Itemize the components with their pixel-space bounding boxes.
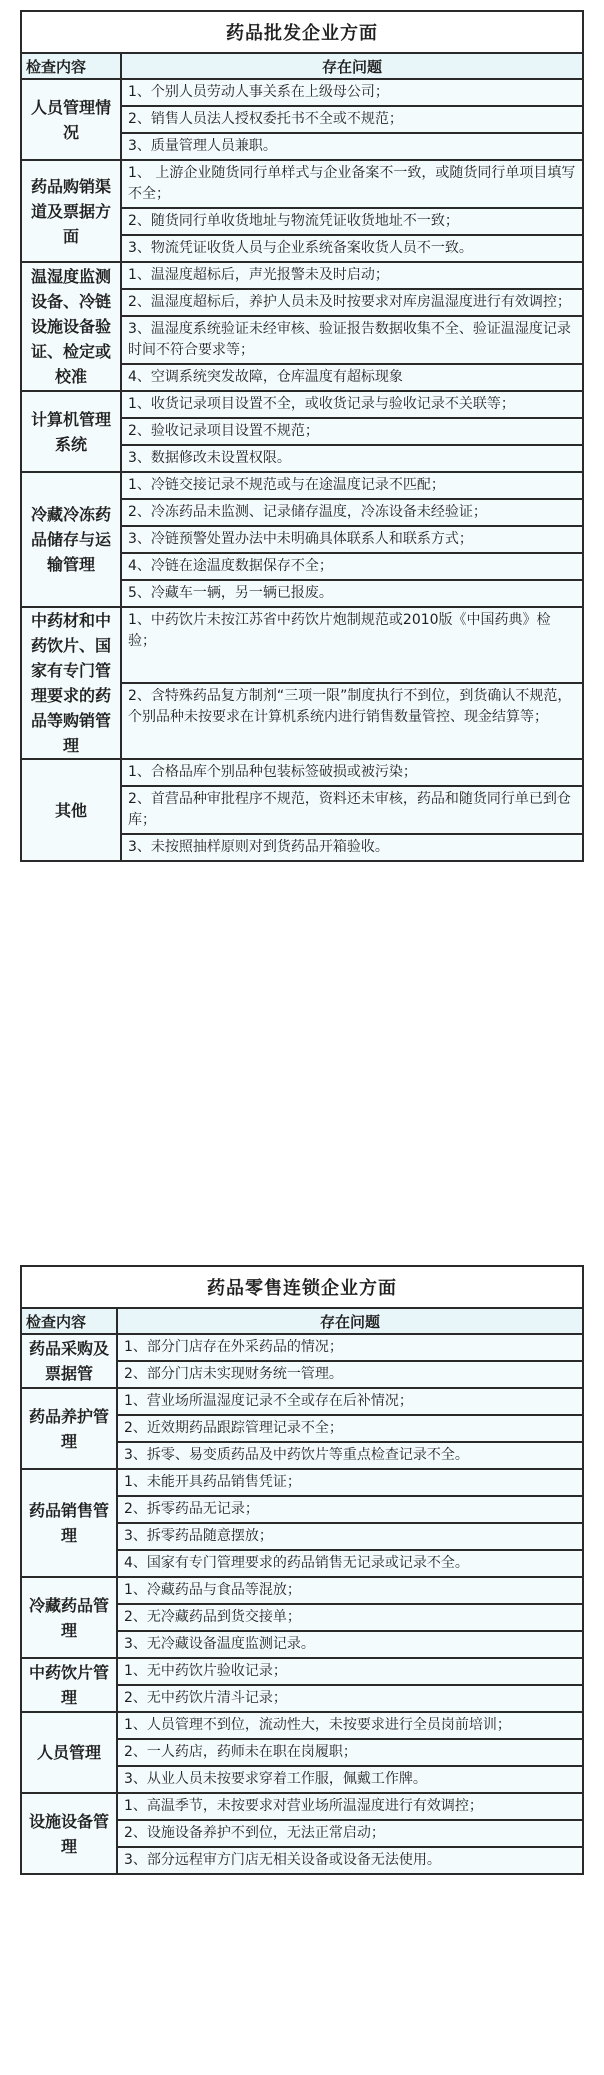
issue-cell: 3、拆零药品随意摆放； <box>117 1523 583 1550</box>
category-cell: 计算机管理系统 <box>21 391 121 472</box>
table-row <box>21 607 583 683</box>
issue-cell: 1、未能开具药品销售凭证； <box>117 1469 583 1496</box>
category-cell: 药品采购及票据管 <box>21 1334 117 1388</box>
column-header-category: 检查内容 <box>21 53 121 79</box>
table-row <box>21 1658 583 1685</box>
issue-cell: 1、冷藏药品与食品等混放； <box>117 1577 583 1604</box>
category-cell: 冷藏冷冻药品储存与运输管理 <box>21 472 121 607</box>
issue-cell: 2、验收记录项目设置不规范； <box>121 418 583 445</box>
category-cell: 设施设备管理 <box>21 1793 117 1874</box>
table-row <box>21 1334 583 1361</box>
table-row <box>21 79 583 106</box>
issue-cell: 3、冷链预警处置办法中未明确具体联系人和联系方式； <box>121 526 583 553</box>
issue-cell: 5、冷藏车一辆，另一辆已报废。 <box>121 580 583 607</box>
issue-cell: 3、拆零、易变质药品及中药饮片等重点检查记录不全。 <box>117 1442 583 1469</box>
issue-cell: 1、温湿度超标后，声光报警未及时启动； <box>121 262 583 289</box>
issue-cell: 3、从业人员未按要求穿着工作服，佩戴工作牌。 <box>117 1766 583 1793</box>
issue-cell: 2、近效期药品跟踪管理记录不全； <box>117 1415 583 1442</box>
table-row <box>21 472 583 499</box>
category-cell: 中药材和中药饮片、国家有专门管理要求的药品等购销管理 <box>21 607 121 759</box>
category-cell: 冷藏药品管理 <box>21 1577 117 1658</box>
table-row <box>21 1712 583 1739</box>
table-row <box>21 262 583 289</box>
issue-cell: 1、个别人员劳动人事关系在上级母公司； <box>121 79 583 106</box>
table-row <box>21 1469 583 1496</box>
table-row <box>21 160 583 208</box>
category-cell: 药品销售管理 <box>21 1469 117 1577</box>
issue-cell: 1、合格品库个别品种包装标签破损或被污染； <box>121 759 583 786</box>
issue-cell: 2、随货同行单收货地址与物流凭证收货地址不一致； <box>121 208 583 235</box>
issue-cell: 1、无中药饮片验收记录； <box>117 1658 583 1685</box>
category-cell: 人员管理 <box>21 1712 117 1793</box>
issue-cell: 4、国家有专门管理要求的药品销售无记录或记录不全。 <box>117 1550 583 1577</box>
wholesale-title: 药品批发企业方面 <box>21 11 583 53</box>
issue-cell: 3、部分远程审方门店无相关设备或设备无法使用。 <box>117 1847 583 1874</box>
retail-table-block <box>20 1265 584 1875</box>
issue-cell: 2、销售人员法人授权委托书不全或不规范； <box>121 106 583 133</box>
column-header-category: 检查内容 <box>21 1308 117 1334</box>
issue-cell: 3、质量管理人员兼职。 <box>121 133 583 160</box>
issue-cell: 3、温湿度系统验证未经审核、验证报告数据收集不全、验证温湿度记录时间不符合要求等； <box>121 316 583 364</box>
issue-cell: 2、温湿度超标后，养护人员未及时按要求对库房温湿度进行有效调控； <box>121 289 583 316</box>
issue-cell: 1、冷链交接记录不规范或与在途温度记录不匹配； <box>121 472 583 499</box>
issue-cell: 2、冷冻药品未监测、记录储存温度，冷冻设备未经验证； <box>121 499 583 526</box>
retail-title: 药品零售连锁企业方面 <box>21 1266 583 1308</box>
issue-cell: 3、未按照抽样原则对到货药品开箱验收。 <box>121 834 583 861</box>
category-cell: 其他 <box>21 759 121 861</box>
issue-cell: 3、物流凭证收货人员与企业系统备案收货人员不一致。 <box>121 235 583 262</box>
issue-cell: 2、无冷藏药品到货交接单； <box>117 1604 583 1631</box>
column-header-issue: 存在问题 <box>117 1308 583 1334</box>
issue-cell: 1、 上游企业随货同行单样式与企业备案不一致，或随货同行单项目填写不全； <box>121 160 583 208</box>
issue-cell: 1、收货记录项目设置不全，或收货记录与验收记录不关联等； <box>121 391 583 418</box>
table-row <box>21 1577 583 1604</box>
table-row <box>21 1388 583 1415</box>
retail-table <box>20 1265 584 1875</box>
wholesale-table <box>20 10 584 862</box>
issue-cell: 2、一人药店，药师未在职在岗履职； <box>117 1739 583 1766</box>
issue-cell: 2、拆零药品无记录； <box>117 1496 583 1523</box>
issue-cell: 4、冷链在途温度数据保存不全； <box>121 553 583 580</box>
issue-cell: 1、部分门店存在外采药品的情况； <box>117 1334 583 1361</box>
category-cell: 中药饮片管理 <box>21 1658 117 1712</box>
table-row <box>21 391 583 418</box>
wholesale-table-block <box>20 10 584 862</box>
issue-cell: 1、营业场所温湿度记录不全或存在后补情况； <box>117 1388 583 1415</box>
issue-cell: 2、部分门店未实现财务统一管理。 <box>117 1361 583 1388</box>
table-row <box>21 759 583 786</box>
issue-cell: 3、数据修改未设置权限。 <box>121 445 583 472</box>
issue-cell: 2、首营品种审批程序不规范，资料还未审核，药品和随货同行单已到仓库； <box>121 786 583 834</box>
category-cell: 人员管理情况 <box>21 79 121 160</box>
column-header-issue: 存在问题 <box>121 53 583 79</box>
category-cell: 药品购销渠道及票据方面 <box>21 160 121 262</box>
issue-cell: 1、中药饮片未按江苏省中药饮片炮制规范或2010版《中国药典》检验； <box>121 607 583 683</box>
issue-cell: 2、设施设备养护不到位，无法正常启动； <box>117 1820 583 1847</box>
section-gap <box>0 1230 604 1252</box>
table-row <box>21 1793 583 1820</box>
category-cell: 药品养护管理 <box>21 1388 117 1469</box>
issue-cell: 1、人员管理不到位，流动性大，未按要求进行全员岗前培训； <box>117 1712 583 1739</box>
issue-cell: 1、高温季节，未按要求对营业场所温湿度进行有效调控； <box>117 1793 583 1820</box>
issue-cell: 2、含特殊药品复方制剂“三项一限”制度执行不到位，到货确认不规范，个别品种未按要求在计算机系统内进行销售数量管控、现金结算等； <box>121 683 583 759</box>
issue-cell: 4、空调系统突发故障，仓库温度有超标现象 <box>121 364 583 391</box>
issue-cell: 2、无中药饮片清斗记录； <box>117 1685 583 1712</box>
issue-cell: 3、无冷藏设备温度监测记录。 <box>117 1631 583 1658</box>
category-cell: 温湿度监测设备、冷链设施设备验证、检定或校准 <box>21 262 121 391</box>
